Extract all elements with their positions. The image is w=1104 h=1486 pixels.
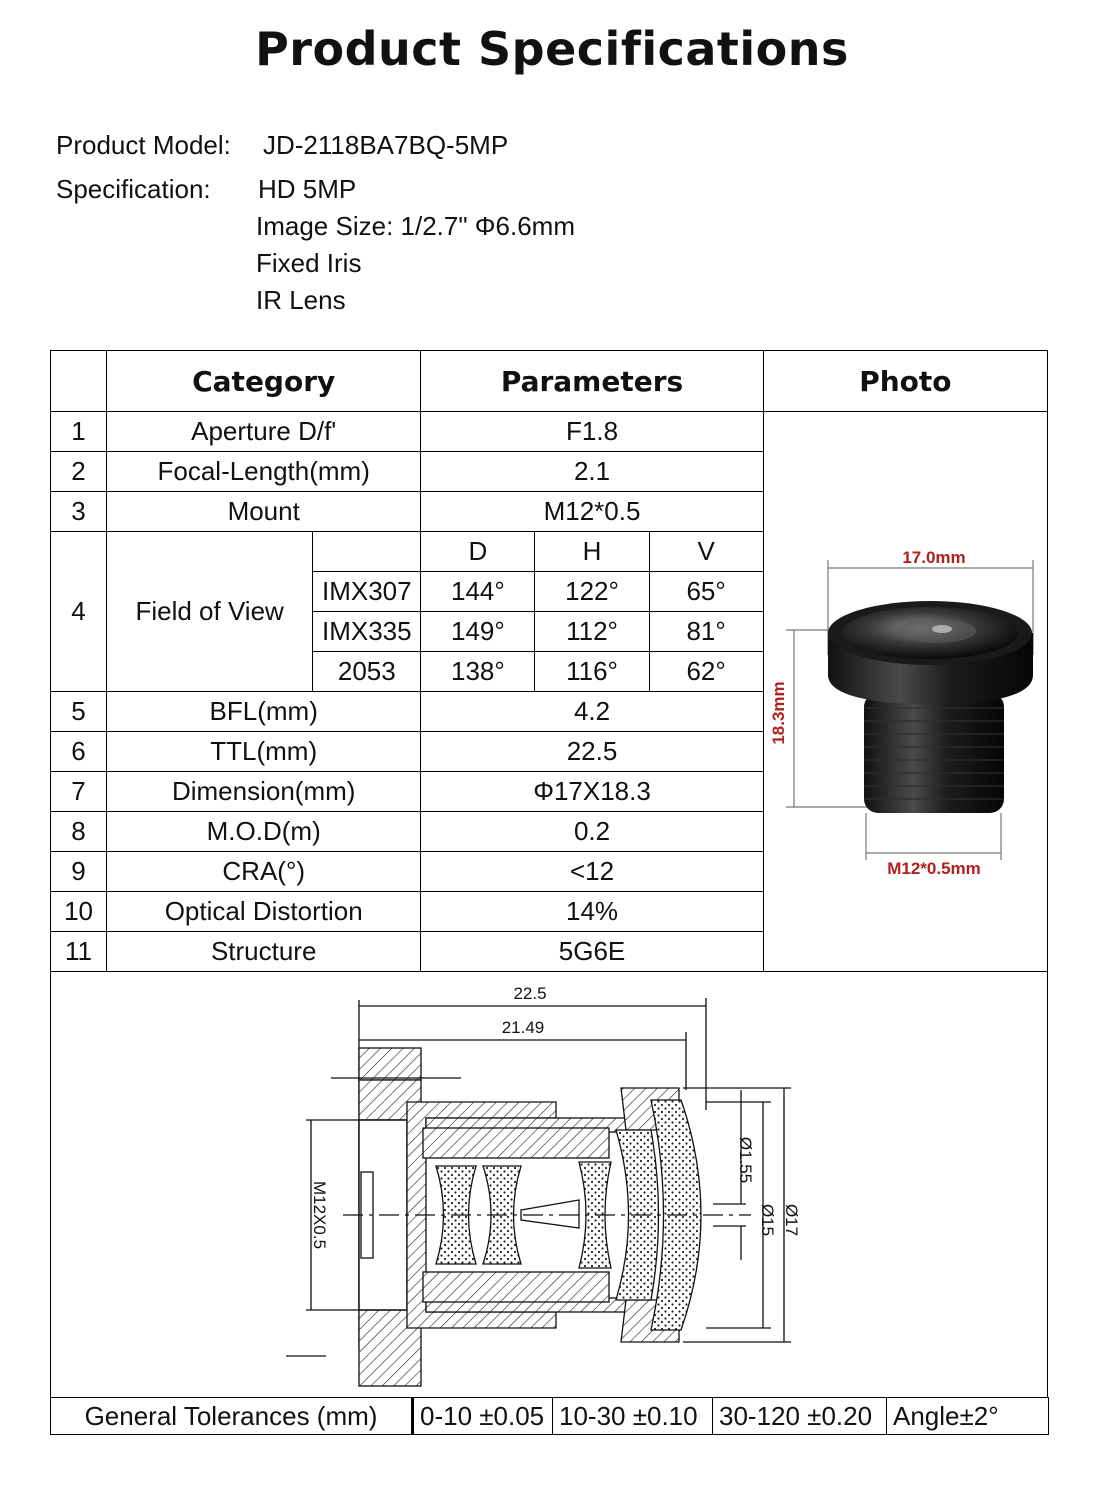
specification-label: Specification: bbox=[56, 174, 211, 204]
row-number: 5 bbox=[51, 692, 107, 732]
spec-line: HD 5MP bbox=[258, 174, 357, 204]
row-number: 9 bbox=[51, 852, 107, 892]
fov-category: Field of View bbox=[107, 532, 313, 692]
row-category: Optical Distortion bbox=[107, 892, 421, 932]
product-model-label: Product Model: bbox=[56, 130, 231, 160]
tolerance-item: 30-120 ±0.20 bbox=[713, 1398, 887, 1435]
spec-line: IR Lens bbox=[256, 285, 346, 315]
row-value: <12 bbox=[421, 852, 763, 892]
tolerance-label: General Tolerances (mm) bbox=[51, 1398, 413, 1435]
fov-h: 112° bbox=[535, 612, 649, 652]
row-category: M.O.D(m) bbox=[107, 812, 421, 852]
row-value: M12*0.5 bbox=[421, 492, 763, 532]
lens-photo bbox=[764, 413, 1048, 971]
tolerance-item: Angle±2° bbox=[887, 1398, 1049, 1435]
fov-h: 122° bbox=[535, 572, 649, 612]
dim-total-length: 22.5 bbox=[513, 984, 547, 1003]
spec-table bbox=[50, 350, 1048, 972]
photo-thread-label: M12*0.5mm bbox=[886, 858, 981, 878]
row-number: 2 bbox=[51, 452, 107, 492]
row-value: 0.2 bbox=[421, 812, 763, 852]
fov-v: 65° bbox=[649, 572, 763, 612]
header-number bbox=[51, 351, 107, 412]
dim-dia-large: Ø17 bbox=[782, 1203, 801, 1237]
fov-v: 62° bbox=[649, 652, 763, 692]
row-value: F1.8 bbox=[421, 412, 763, 452]
spec-line: Fixed Iris bbox=[256, 248, 362, 278]
tolerance-item: 10-30 ±0.10 bbox=[553, 1398, 713, 1435]
fov-d: 144° bbox=[421, 572, 535, 612]
row-value: 2.1 bbox=[421, 452, 763, 492]
fov-h: 116° bbox=[535, 652, 649, 692]
spec-line: Image Size: 1/2.7" Φ6.6mm bbox=[256, 211, 575, 241]
tolerance-row bbox=[51, 1398, 1049, 1435]
row-number: 6 bbox=[51, 732, 107, 772]
page-title: Product Specifications bbox=[255, 22, 849, 76]
photo-width-label: 17.0mm bbox=[902, 547, 966, 567]
fov-v: 81° bbox=[649, 612, 763, 652]
fov-d: 149° bbox=[421, 612, 535, 652]
row-value: 5G6E bbox=[421, 932, 763, 972]
row-category: Mount bbox=[107, 492, 421, 532]
row-number: 1 bbox=[51, 412, 107, 452]
row-category: Dimension(mm) bbox=[107, 772, 421, 812]
photo-height-label: 18.3mm bbox=[768, 680, 788, 745]
row-number: 11 bbox=[51, 932, 107, 972]
row-category: Structure bbox=[107, 932, 421, 972]
dim-optical-length: 21.49 bbox=[501, 1018, 545, 1037]
technical-drawing bbox=[50, 970, 1048, 1398]
row-value: 4.2 bbox=[421, 692, 763, 732]
fov-sensor-header bbox=[313, 532, 421, 572]
tolerance-item: 0-10 ±0.05 bbox=[413, 1398, 553, 1435]
row-number: 8 bbox=[51, 812, 107, 852]
fov-sensor: 2053 bbox=[313, 652, 421, 692]
lens-section-drawing bbox=[51, 970, 1046, 1398]
dim-dia-mid: Ø15 bbox=[758, 1203, 777, 1237]
row-category: TTL(mm) bbox=[107, 732, 421, 772]
product-model-value: JD-2118BA7BQ-5MP bbox=[263, 130, 509, 160]
row-category: Aperture D/f' bbox=[107, 412, 421, 452]
fov-col-h: H bbox=[535, 532, 649, 572]
row-value: 22.5 bbox=[421, 732, 763, 772]
fov-col-d: D bbox=[421, 532, 535, 572]
table-row bbox=[51, 412, 1048, 452]
row-category: BFL(mm) bbox=[107, 692, 421, 732]
row-number: 3 bbox=[51, 492, 107, 532]
header-category: Category bbox=[107, 351, 421, 412]
fov-sensor: IMX307 bbox=[313, 572, 421, 612]
row-number: 10 bbox=[51, 892, 107, 932]
dim-thread: M12X0.5 bbox=[310, 1180, 329, 1250]
fov-d: 138° bbox=[421, 652, 535, 692]
row-category: Focal-Length(mm) bbox=[107, 452, 421, 492]
fov-sensor: IMX335 bbox=[313, 612, 421, 652]
row-value: 14% bbox=[421, 892, 763, 932]
header-parameters: Parameters bbox=[421, 351, 763, 412]
row-value: Φ17X18.3 bbox=[421, 772, 763, 812]
row-category: CRA(°) bbox=[107, 852, 421, 892]
header-photo: Photo bbox=[763, 351, 1047, 412]
photo-cell bbox=[763, 412, 1047, 972]
fov-col-v: V bbox=[649, 532, 763, 572]
row-number: 4 bbox=[51, 532, 107, 692]
tolerance-table bbox=[50, 1397, 1049, 1435]
dim-dia-small: Ø1.55 bbox=[736, 1136, 755, 1184]
table-header-row bbox=[51, 351, 1048, 412]
row-number: 7 bbox=[51, 772, 107, 812]
